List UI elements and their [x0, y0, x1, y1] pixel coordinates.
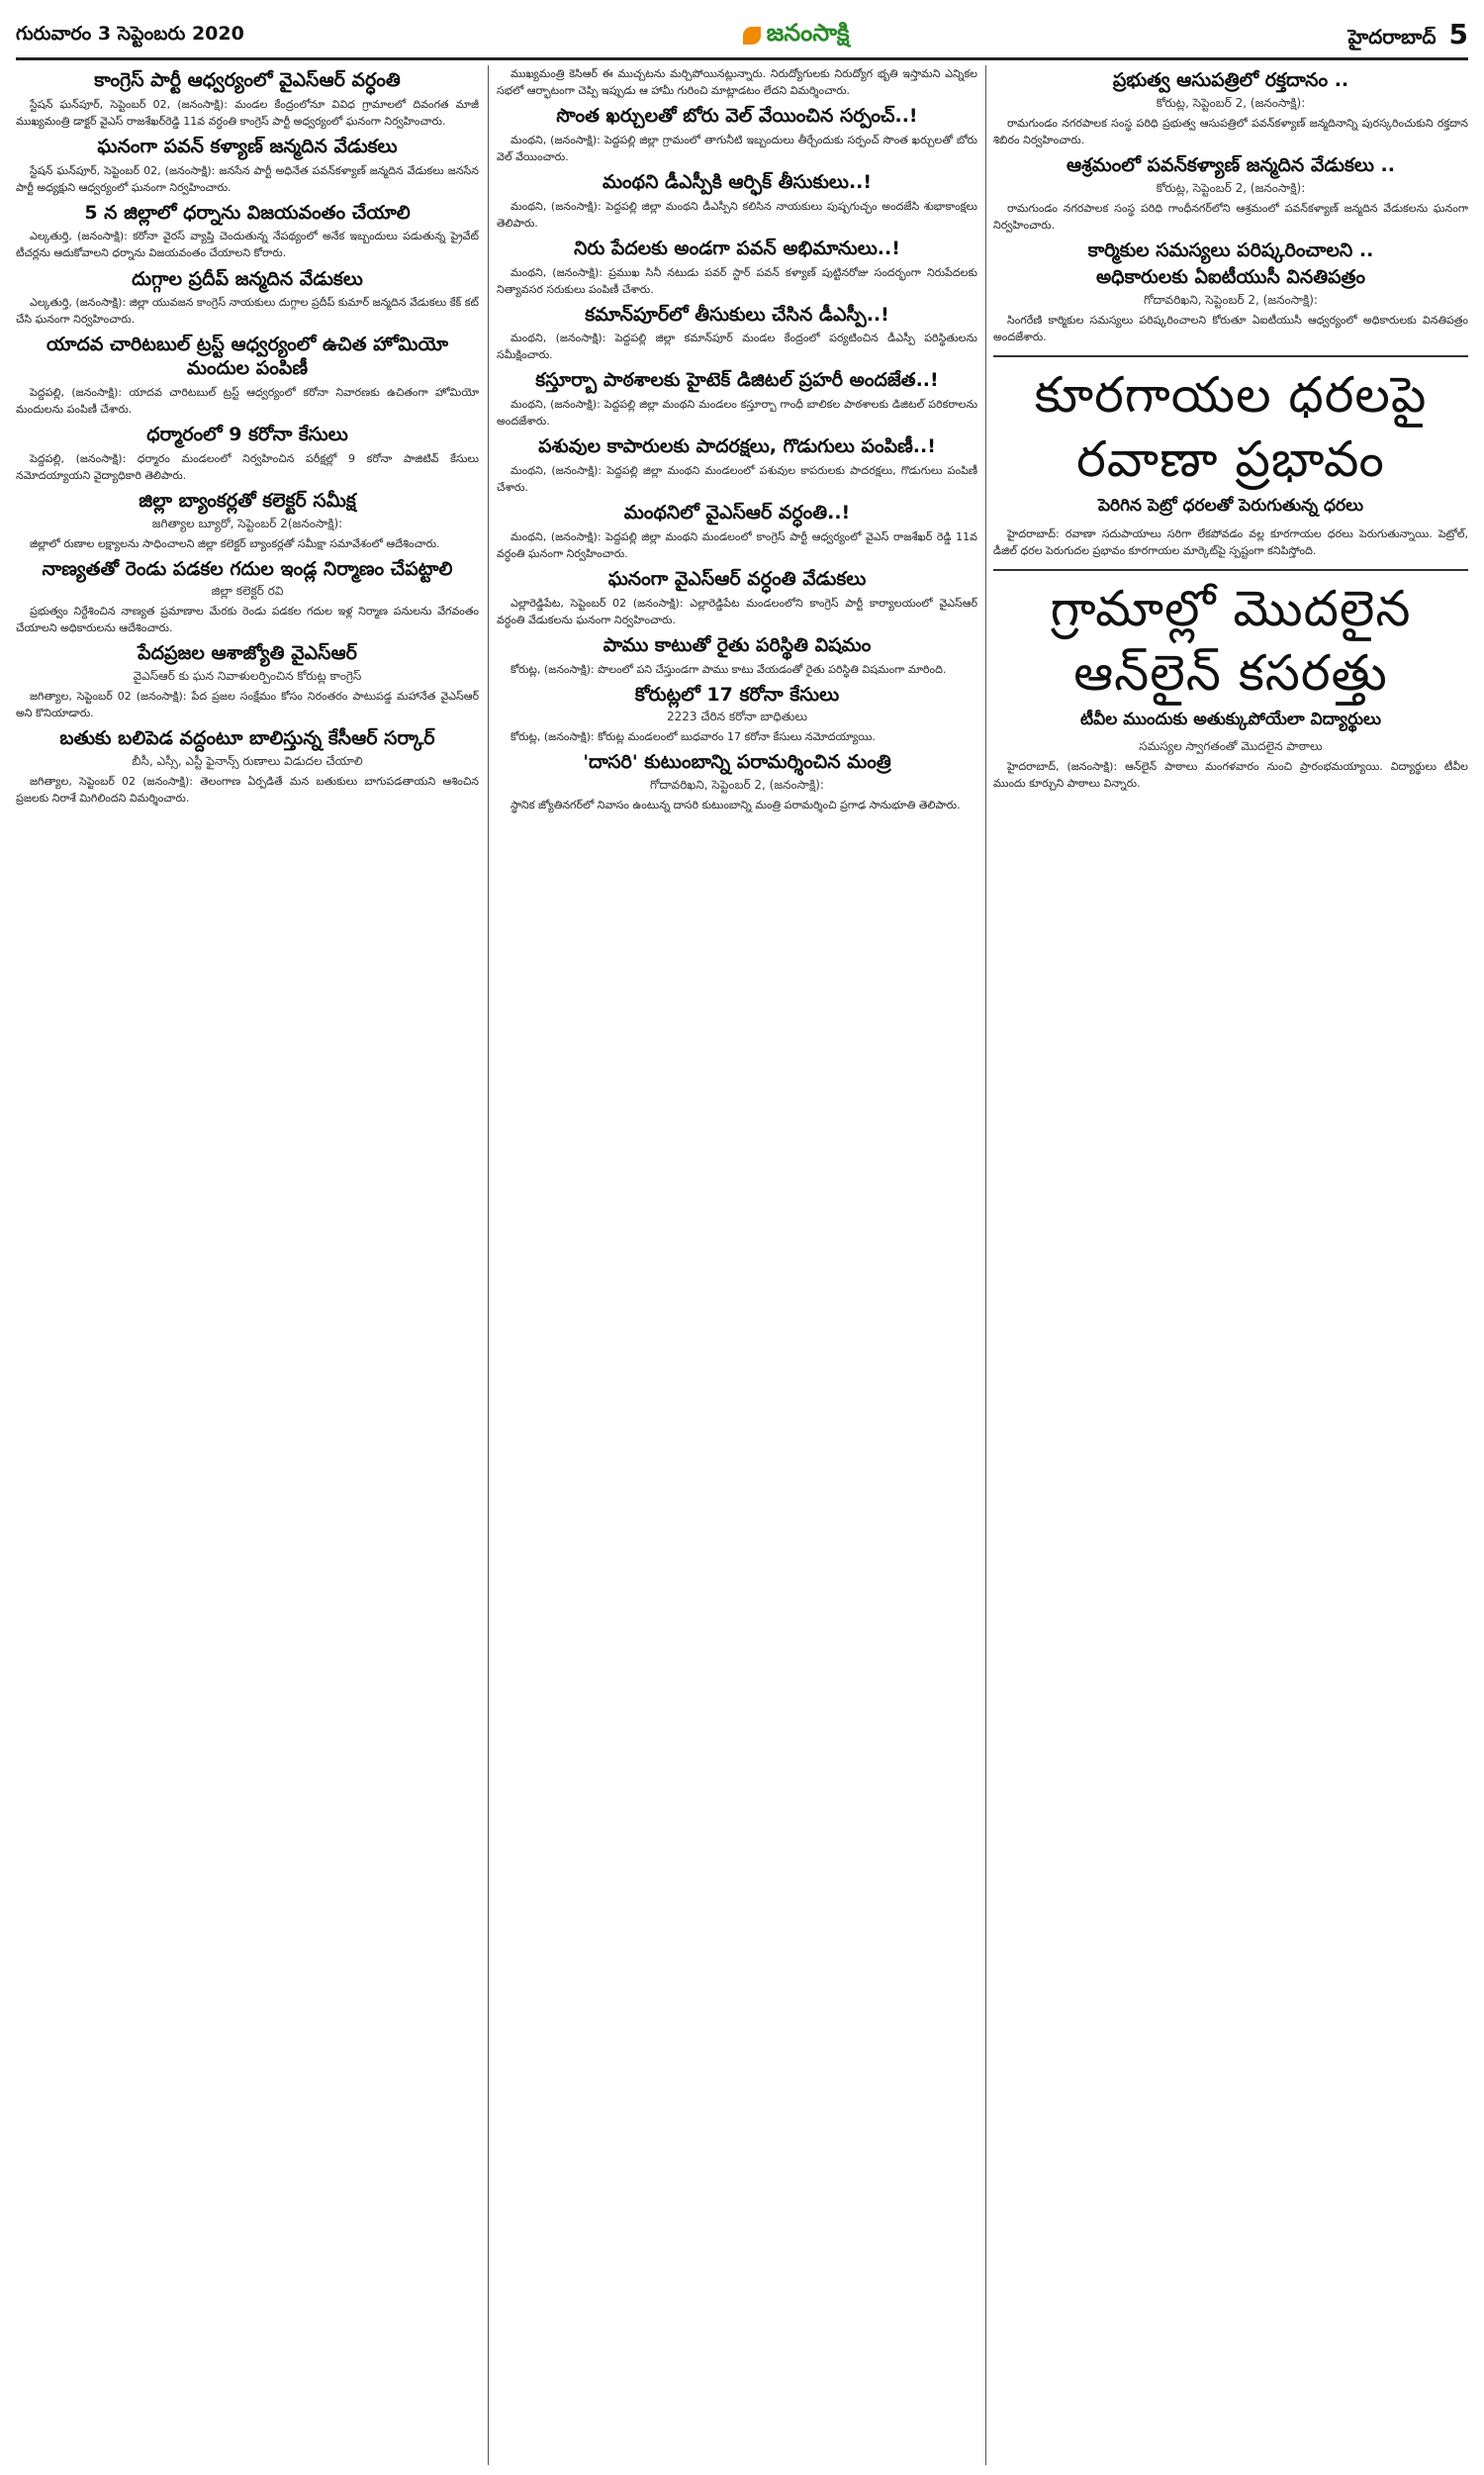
section-rule: [993, 355, 1468, 357]
story-text: ఎల్లారెడ్డిపేట, సెప్టెంబర్ 02 (జనంసాక్షి): ఎల్లారెడ్డిపేట మండలంలోని కాంగ్రెస్ పార్టీ కార్యాలయంలో వైఎస్ఆర్ వర్ధంతి వేడుకలను ఘనంగా నిర్వహించారు.: [497, 596, 977, 626]
news-story: [497, 568, 977, 628]
story-text: జగిత్యాల, సెప్టెంబర్ 02 (జనంసాక్షి): తెలంగాణ ఏర్పడితే మన బతుకులు బాగుపడతాయని ఆశించిన ప్రజలకు నిరాశే మిగిలిందని విమర్శించారు.: [16, 775, 479, 806]
story-headline: 'దాసరి' కుటుంబాన్ని పరామర్శించిన మంత్రి: [583, 751, 891, 774]
story-headline: పేదప్రజల ఆశాజ్యోతి వైఎస్ఆర్: [138, 642, 357, 665]
story-headline: సొంత ఖర్చులతో బోరు వెల్ వేయించిన సర్పంచ్..!: [556, 105, 918, 128]
story-text: జగిత్యాల, సెప్టెంబర్ 02 (జనంసాక్షి): పేద ప్రజల సంక్షేమం కోసం నిరంతరం పాటుపడ్డ మహానేత వైఎస్ఆర్ అని కొనియాడారు.: [16, 690, 479, 720]
story-dateline: జగిత్యాల బ్యూరో, సెప్టెంబర్ 2(జనంసాక్షి):: [151, 516, 343, 530]
story-body: [497, 462, 977, 496]
news-story: [16, 558, 479, 637]
newspaper-logo: [743, 19, 850, 52]
feature-headline: కూరగాయల ధరలపై రవాణా ప్రభావం: [1034, 366, 1428, 489]
section-rule: [993, 569, 1468, 571]
story-text: కోరుట్ల, (జనంసాక్షి): కోరుట్ల మండలంలో బుధవారం 17 కరోనా కేసులు నమోదయ్యాయి.: [510, 730, 876, 744]
news-story: [497, 171, 977, 232]
news-story: [993, 569, 1468, 792]
story-dateline: 2223 చేరిన కరోనా బాధితులు: [666, 710, 808, 724]
story-subheadline: పెరిగిన పెట్రో ధరలతో పెరుగుతున్న ధరలు: [1097, 496, 1364, 517]
story-body: [16, 603, 479, 636]
issue-date: గురువారం 3 సెప్టెంబరు 2020: [16, 22, 244, 45]
story-body: [16, 294, 479, 328]
story-dateline: బీసీ, ఎస్సీ, ఎస్టీ ఫైనాన్స్ రుణాలు విడుదల చేయాలి: [132, 754, 363, 769]
story-body: [993, 200, 1468, 234]
story-text: జిల్లాలో రుణాల లక్ష్యాలను సాధించాలని జిల్లా కలెక్టర్ బ్యాంకర్లతో సమీక్షా సమావేశంలో ఆదేశించారు.: [30, 536, 440, 550]
story-body: [993, 312, 1468, 345]
story-headline: పాము కాటుతో రైతు పరిస్థితి విషమం: [603, 633, 872, 656]
news-story: [16, 69, 479, 130]
story-body: [497, 528, 977, 562]
story-text: ముఖ్యమంత్రి కెసిఆర్ ఈ ముచ్చటను మర్చిపోయినట్లున్నారు. నిరుద్యోగులకు నిరుద్యోగ భృతి ఇస్తామని ఎన్నికల సభలో ఆర్భాటంగా చెప్పి ఇప్పుడు ఆ హామీ గురించి మాట్లాడటం లేదని విమర్శించారు.: [497, 67, 977, 98]
story-body: [497, 797, 977, 813]
news-story: [16, 333, 479, 418]
story-text: స్టేషన్ ఘన్‌పూర్, సెప్టెంబర్ 02, (జనంసాక్షి): మండల కేంద్రంలోనూ వివిధ గ్రామాలలో దివంగత మాజీ ముఖ్యమంత్రి డాక్టర్ వైఎస్ రాజశేఖర్‌రెడ్డి 11వ వర్ధంతి కాంగ్రెస్ పార్టీ అధ్వర్యంలో ఘనంగా నిర్వహించారు.: [16, 97, 479, 128]
feature-headline: గ్రామాల్లో మొదలైన ఆన్‌లైన్ కసరత్తు: [1050, 580, 1412, 703]
story-headline: కమాన్‌పూర్‌లో తీసుకులు చేసిన డీఎస్పీ..!: [585, 303, 889, 326]
story-body: [16, 384, 479, 418]
city-name: హైదరాబాద్: [1347, 25, 1437, 48]
story-text: స్థానిక జ్యోతినగర్‌లో నివాసం ఉంటున్న దాసరి కుటుంబాన్ని మంత్రి పరామర్శించి ప్రగాఢ సానుభూతి తెలిపారు.: [510, 799, 961, 812]
story-text: సింగరేణి కార్మికుల సమస్యలు పరిష్కరించాలని కోరుతూ ఏఐటీయుసీ ఆధ్వర్యంలో అధికారులకు వినతిపత్రం అందజేశారు.: [993, 314, 1468, 344]
story-headline: యాదవ చారిటబుల్ ట్రస్ట్ ఆధ్వర్యంలో ఉచిత హోమియో మందుల పంపిణీ: [46, 333, 448, 380]
story-body: [16, 535, 479, 552]
story-headline: కస్తూర్బా పాఠశాలకు హైటెక్ డిజిటల్ ప్రహరీ అందజేత..!: [535, 369, 939, 392]
column-3: [993, 65, 1468, 2465]
story-body: [16, 96, 479, 130]
news-story: [497, 684, 977, 746]
story-body: [497, 65, 977, 99]
story-headline: నిరు పేదలకు అండగా పవన్ అభిమానులు..!: [574, 237, 900, 259]
story-body: [993, 525, 1468, 559]
story-dateline: గోదావరిఖని, సెప్టెంబర్ 2, (జనంసాక్షి):: [1144, 293, 1318, 308]
story-body: [16, 162, 479, 196]
story-headline: ఘనంగా వైఎస్ఆర్ వర్ధంతి వేడుకలు: [607, 568, 867, 590]
story-headline: కార్మికుల సమస్యలు పరిష్కరించాలని ..: [1087, 238, 1374, 261]
story-body: [497, 595, 977, 628]
story-dateline: సమస్యల స్వాగతంతో మొదలైన పాఠాలు: [1139, 739, 1323, 754]
story-text: హైదరాబాద్, (జనంసాక్షి): ఆన్‌లైన్ పాఠాలు మంగళవారం నుంచి ప్రారంభమయ్యాయి. విద్యార్థులు టీవీల ముందు కూర్చుని పాఠాలు విన్నారు.: [993, 760, 1468, 791]
leaf-icon: [743, 27, 761, 45]
news-story: [16, 727, 479, 807]
column-1: [16, 65, 479, 2465]
story-headline: కాంగ్రెస్ పార్టీ ఆధ్వర్యంలో వైఎస్ఆర్ వర్ధంతి: [94, 69, 401, 91]
story-body: [993, 758, 1468, 792]
story-text: మంథని, (జనంసాక్షి): పెద్దపల్లి జిల్లా మంథని డీఎస్పీని కలిసిన నాయకులు పుష్పగుచ్ఛం అందజేసి శుభాకాంక్షలు తెలిపారు.: [497, 199, 977, 230]
story-body: [16, 450, 479, 484]
story-headline: ఆశ్రమంలో పవన్‌కళ్యాణ్ జన్మదిన వేడుకలు ..: [1067, 153, 1395, 176]
column-2: [497, 65, 977, 2465]
story-body: [497, 661, 977, 678]
story-body: [497, 396, 977, 429]
masthead: [16, 14, 1468, 60]
news-story: [497, 502, 977, 562]
story-text: ఎల్కతుర్తి, (జనంసాక్షి): జిల్లా యువజన కాంగ్రెస్ నాయకులు దుగ్గాల ప్రదీప్ కుమార్ జన్మదిన వేడుకలు కేక్ కట్ చేసి ఘనంగా నిర్వహించారు.: [16, 296, 479, 327]
story-dateline: గోదావరిఖని, సెప్టెంబర్ 2, (జనంసాక్షి):: [650, 778, 824, 793]
story-text: మంథని, (జనంసాక్షి): పెద్దపల్లి జిల్లా గ్రామంలో తాగునీటి ఇబ్బందులు తీర్చేందుకు సర్పంచ్ సొంత ఖర్చులతో బోరు వెల్ వేయించారు.: [497, 133, 977, 163]
story-text: మంథని, (జనంసాక్షి): పెద్దపల్లి జిల్లా మంథని మండలంలో పశువుల కాపరులకు పాదరక్షలు, గొడుగులు పంపిణీ చేశారు.: [497, 464, 977, 495]
news-story: [16, 424, 479, 484]
page-number: 5: [1448, 18, 1468, 50]
story-text: హైదరాబాద్: రవాణా సదుపాయాలు సరిగా లేకపోవడం వల్ల కూరగాయల ధరలు పెరుగుతున్నాయి. పెట్రోల్, డీజిల్ ధరల పెరుగుదల ప్రభావం కూరగాయల మార్కెట్‌పై స్పష్టంగా కనిపిస్తోంది.: [993, 527, 1468, 558]
story-body: [497, 198, 977, 232]
news-story: [16, 642, 479, 721]
story-headline: ప్రభుత్వ ఆసుపత్రిలో రక్తదానం ..: [1112, 69, 1349, 91]
story-text: మంథని, (జనంసాక్షి): పెద్దపల్లి జిల్లా మంథని మండలంలో కాంగ్రెస్ పార్టీ ఆధ్వర్యంలో వైఎస్ రాజశేఖర్ రెడ్డి 11వ వర్ధంతి ఘనంగా నిర్వహించారు.: [497, 529, 977, 560]
story-dateline: కోరుట్ల, సెప్టెంబర్ 2, (జనంసాక్షి):: [1156, 95, 1306, 110]
story-body: [497, 132, 977, 165]
news-story: [497, 751, 977, 813]
news-story: [993, 69, 1468, 148]
story-headline: 5 న జిల్లాలో ధర్నాను విజయవంతం చేయాలి: [84, 201, 411, 224]
news-story: [497, 435, 977, 496]
story-dateline: కోరుట్ల, సెప్టెంబర్ 2, (జనంసాక్షి):: [1156, 180, 1306, 195]
story-headline: ధర్మారంలో 9 కరోనా కేసులు: [146, 423, 348, 445]
news-story: [497, 369, 977, 429]
story-subheadline: అధికారులకు ఏఐటీయుసీ వినతిపత్రం: [1095, 266, 1366, 289]
story-headline: మంథని డీఎస్పీకి ఆర్ఫిక్ తీసుకులు..!: [602, 170, 873, 193]
story-body: [497, 264, 977, 298]
story-headline: దుగ్గాల ప్రదీప్ జన్మదిన వేడుకలు: [132, 267, 363, 290]
news-story: [16, 490, 479, 552]
edition-city: [1347, 18, 1468, 53]
story-body: [497, 330, 977, 363]
story-subheadline: టీవీల ముందుకు అతుక్కుపోయేలా విద్యార్థులు: [1080, 710, 1381, 730]
story-body: [497, 728, 977, 745]
news-story: [497, 238, 977, 298]
story-headline: ఘనంగా పవన్ కళ్యాణ్ జన్మదిన వేడుకలు: [97, 135, 398, 157]
story-body: [16, 773, 479, 807]
news-story: [993, 355, 1468, 559]
news-story: [16, 136, 479, 196]
story-headline: బతుకు బలిపెడ వద్దంటూ బాలిస్తున్న కేసీఆర్ సర్కార్: [59, 727, 435, 750]
news-story: [993, 239, 1468, 346]
story-text: రామగుండం నగరపాలక సంస్థ పరిధి ప్రభుత్వ ఆసుపత్రిలో పవన్‌కళ్యాణ్ జన్మదినాన్ని పురస్కరించుకుని రక్తదాన శిబిరం నిర్వహించారు.: [993, 116, 1468, 146]
column-divider: [985, 65, 986, 2465]
story-dateline: జిల్లా కలెక్టర్ రవి: [211, 584, 284, 599]
story-body: [16, 688, 479, 721]
story-body: [16, 228, 479, 261]
news-story: [16, 202, 479, 262]
story-text: స్టేషన్ ఘన్‌పూర్, సెప్టెంబర్ 02, (జనంసాక్షి): జనసేన పార్టీ అధినేత పవన్‌కళ్యాణ్ జన్మదిన వేడుకలు జనసేన పార్టీ అధ్యక్షుని ఆధ్వర్యంలో ఘనంగా నిర్వహించారు.: [16, 163, 479, 194]
news-story: [993, 154, 1468, 234]
news-story: [497, 65, 977, 99]
story-text: మంథని, (జనంసాక్షి): పెద్దపల్లి జిల్లా మంథని మండలం కస్తూర్బా గాంధీ బాలికల పాఠశాలకు డిజిటల్ పరికరాలను అందజేశారు.: [497, 398, 977, 428]
story-headline: పశువుల కాపారులకు పాదరక్షలు, గొడుగులు పంపిణీ..!: [538, 435, 936, 458]
story-body: [993, 115, 1468, 148]
story-text: కోరుట్ల, (జనంసాక్షి): పొలంలో పని చేస్తుండగా పాము కాటు వేయడంతో రైతు పరిస్థితి విషమంగా మారింది.: [510, 662, 947, 676]
story-headline: నాణ్యతతో రెండు పడకల గదుల ఇండ్ల నిర్మాణం చేపట్టాలి: [42, 557, 453, 580]
story-headline: కోరుట్లలో 17 కరోనా కేసులు: [634, 683, 840, 706]
news-story: [16, 268, 479, 329]
news-story: [497, 304, 977, 364]
news-story: [497, 634, 977, 678]
story-text: మంథని, (జనంసాక్షి): పెద్దపల్లి జిల్లా కమాన్‌పూర్ మండల కేంద్రంలో పర్యటించిన డీఎస్పీ పరిస్థితులను సమీక్షించారు.: [497, 332, 977, 362]
story-headline: మంథనిలో వైఎస్ఆర్ వర్ధంతి..!: [623, 502, 851, 524]
story-dateline: వైఎస్ఆర్ కు ఘన నివాళులర్పించిన కోరుట్ల కాంగ్రెస్: [133, 669, 362, 684]
column-divider: [488, 65, 489, 2465]
story-text: పెద్దపల్లి, (జనంసాక్షి): యాదవ చారిటబుల్ ట్రస్ట్ ఆధ్వర్యంలో కరోనా నివారణకు ఉచితంగా హోమియో మందులను పంపిణీ చేశారు.: [16, 385, 479, 416]
news-story: [497, 105, 977, 165]
story-text: రామగుండం నగరపాలక సంస్థ పరిధి గాంధీనగర్‌లోని ఆశ్రమంలో పవన్‌కళ్యాణ్ జన్మదిన వేడుకలను ఘనంగా నిర్వహించారు.: [993, 201, 1468, 232]
story-text: మంథని, (జనంసాక్షి): ప్రముఖ సినీ నటుడు పవర్ స్టార్ పవన్ కళ్యాణ్ పుట్టినరోజు సందర్భంగా నిరుపేదలకు నిత్యావసర సరుకులు పంపిణీ చేశారు.: [497, 265, 977, 296]
story-text: ప్రభుత్వం నిర్దేశించిన నాణ్యత ప్రమాణాల మేరకు రెండు పడకల గదుల ఇళ్ల నిర్మాణ పనులను వేగవంతం చేయాలని అధికారులను ఆదేశించారు.: [16, 605, 479, 635]
story-text: పెద్దపల్లి, (జనంసాక్షి): ధర్మారం మండలంలో నిర్వహించిన పరీక్షల్లో 9 కరోనా పాజిటివ్ కేసులు నమోదయ్యాయని వైద్యాధికారి తెలిపారు.: [16, 451, 479, 482]
logo-text: జనంసాక్షి: [766, 19, 850, 47]
story-headline: జిల్లా బ్యాంకర్లతో కలెక్టర్ సమీక్ష: [139, 489, 356, 512]
story-text: ఎల్కతుర్తి, (జనంసాక్షి): కరోనా వైరస్ వ్యాప్తి చెందుతున్న నేపథ్యంలో అనేక ఇబ్బందులు పడుతున్న ప్రైవేట్ టీచర్లను ఆదుకోవాలని ధర్నాను విజయవంతం చేయాలని కోరారు.: [16, 230, 479, 260]
